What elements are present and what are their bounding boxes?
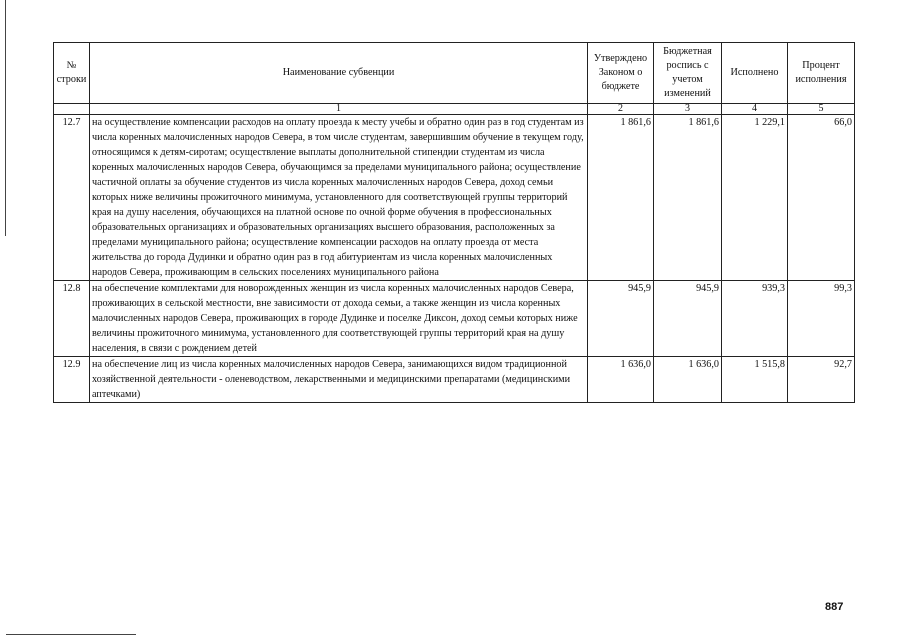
table-row	[54, 115, 855, 281]
row-number: 12.8	[54, 281, 90, 357]
header-row-no: № строки	[54, 43, 90, 104]
header-approved: Утверждено Законом о бюджете	[588, 43, 654, 104]
executed-value: 939,3	[722, 281, 788, 357]
header-schedule: Бюджетная роспись с учетом изменений	[654, 43, 722, 104]
subvention-name: на обеспечение комплектами для новорожденных женщин из числа коренных малочисленных народов Севера, проживающих в сельской местности, вне зависимости от дохода семьи, а также женщин из числа коренных малочисленных народов Севера, проживающих в городе Дудинке и поселке Диксон, доход семьи которых ниже величины прожиточного минимума, установленного для соответствующей группы территорий края на душу населения, в связи с рождением детей	[90, 281, 588, 357]
column-number: 5	[788, 104, 855, 115]
table-row	[54, 281, 855, 357]
approved-value: 945,9	[588, 281, 654, 357]
header-executed: Исполнено	[722, 43, 788, 104]
approved-value: 1 636,0	[588, 357, 654, 403]
schedule-value: 945,9	[654, 281, 722, 357]
column-number-row	[54, 104, 855, 115]
column-number: 3	[654, 104, 722, 115]
column-number: 4	[722, 104, 788, 115]
table-row	[54, 357, 855, 403]
page-number: 887	[825, 601, 844, 613]
approved-value: 1 861,6	[588, 115, 654, 281]
subvention-name: на обеспечение лиц из числа коренных малочисленных народов Севера, занимающихся видом традиционной хозяйственной деятельности - оленеводством, лекарственными и медицинскими препаратами (медицинскими аптечками)	[90, 357, 588, 403]
executed-value: 1 229,1	[722, 115, 788, 281]
header-percent: Процент исполнения	[788, 43, 855, 104]
header-row	[54, 43, 855, 104]
scan-edge-line	[5, 0, 6, 236]
percent-value: 92,7	[788, 357, 855, 403]
header-name: Наименование субвенции	[90, 43, 588, 104]
footer-rule	[6, 634, 136, 635]
subvention-name: на осуществление компенсации расходов на оплату проезда к месту учебы и обратно один раз в год студентам из числа коренных малочисленных народов Севера, в том числе студентам, завершившим обучение в текущем году, относящимся к детям-сиротам; осуществление выплаты дополнительной стипендии студентам из числа коренных малочисленных народов Севера, обучающимся за пределами муниципального района; осуществление частичной оплаты за обучение студентов из числа коренных малочисленных народов Севера, доход семьи которых ниже величины прожиточного минимума, установленного для соответствующей группы территорий края на душу населения, обучающихся на платной основе по очной форме обучения в профессиональных образовательных организациях и образовательных организациях высшего образования, расположенных за пределами муниципального района; осуществление компенсации расходов на оплату проезда от места жительства до города Дудинки и обратно один раз в год абитуриентам из числа коренных малочисленных народов Севера, проживающим в сельских поселениях муниципального района	[90, 115, 588, 281]
schedule-value: 1 636,0	[654, 357, 722, 403]
column-number-blank	[54, 104, 90, 115]
row-number: 12.7	[54, 115, 90, 281]
subvention-table	[53, 42, 855, 403]
executed-value: 1 515,8	[722, 357, 788, 403]
schedule-value: 1 861,6	[654, 115, 722, 281]
column-number: 1	[90, 104, 588, 115]
percent-value: 66,0	[788, 115, 855, 281]
column-number: 2	[588, 104, 654, 115]
percent-value: 99,3	[788, 281, 855, 357]
row-number: 12.9	[54, 357, 90, 403]
